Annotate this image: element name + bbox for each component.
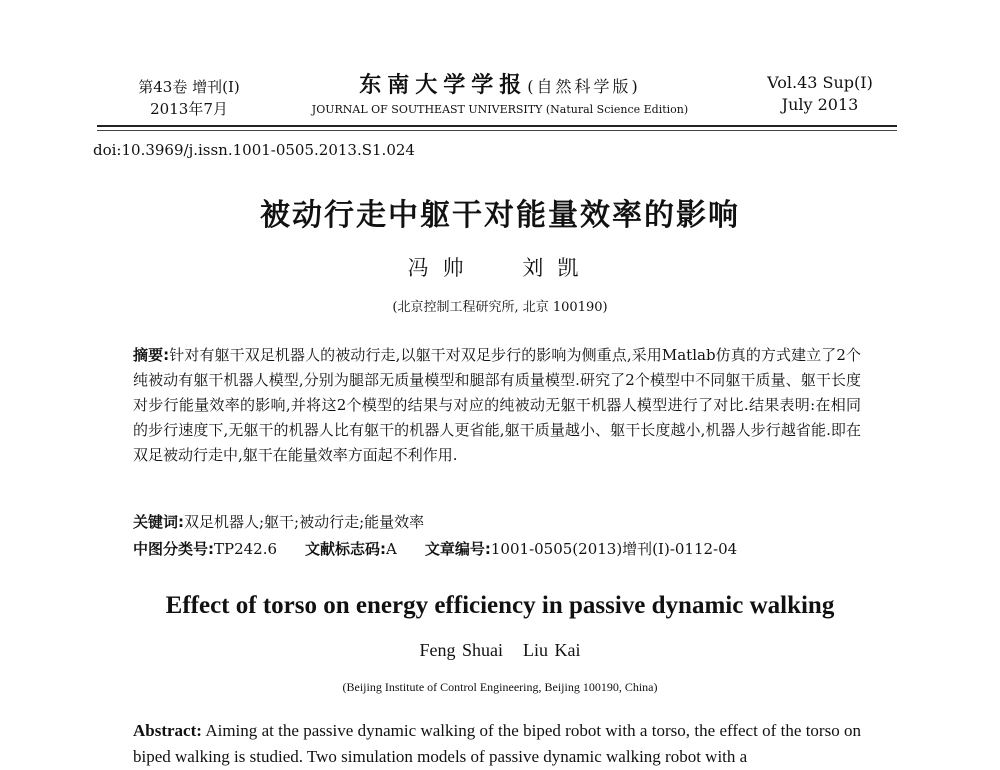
header-rule-thick [97,125,897,127]
doi: doi:10.3969/j.issn.1001-0505.2013.S1.024 [93,141,415,159]
authors-en [100,640,900,661]
title-cn: 被动行走中躯干对能量效率的影响 [260,198,740,233]
header-center [290,70,710,118]
classification-info [133,537,873,561]
header-rule-thin [97,130,897,131]
journal-name-cn [290,70,710,102]
article-no-label: 文章编号: [424,540,491,558]
clc-label: 中图分类号: [133,540,214,558]
volume-cn: 第43卷 增刊(Ⅰ) [138,78,240,96]
abstract-en-label: Abstract: [133,721,202,740]
journal-edition-cn: (自然科学版) [527,77,641,96]
abstract-cn-label: 摘要: [133,346,170,364]
keywords-label: 关键词: [133,513,184,531]
journal-name-en: JOURNAL OF SOUTHEAST UNIVERSITY (Natural Science Edition) [311,103,689,116]
author-en: Liu Kai [523,640,581,660]
abstract-en [133,718,861,770]
header-right [745,72,895,116]
article-no-value: 1001-0505(2013)增刊(Ⅰ)-0112-04 [490,540,738,558]
abstract-cn-text: 针对有躯干双足机器人的被动行走,以躯干对双足步行的影响为侧重点,采用Matlab仿真的方式建立了2个纯被动有躯干机器人模型,分别为腿部无质量模型和腿部有质量模型.研究了2个模型中不同躯干质量、躯干长度对步行能量效率的影响,并将这2个模型的结果与对应的纯被动无躯干机器人模型进行了对比.结果表明:在相同的步行速度下,无躯干的机器人比有躯干的机器人更省能,躯干质量越小、躯干长度越小,机器人步行越省能.即在双足被动行走中,躯干在能量效率方面起不利作用. [133,346,861,464]
abstract-cn [133,343,861,468]
doc-code-label: 文献标志码: [305,540,387,558]
author-en: Feng Shuai [419,640,503,660]
affiliation-cn: (北京控制工程研究所, 北京 100190) [392,300,608,315]
affiliation-en: (Beijing Institute of Control Engineering, Beijing 100190, China) [342,680,658,694]
clc-value: TP242.6 [214,540,278,558]
keywords-text: 双足机器人;躯干;被动行走;能量效率 [184,513,425,531]
date-cn: 2013年7月 [150,100,228,118]
header-left [104,76,274,120]
volume-en: Vol.43 Sup(Ⅰ) [767,73,873,92]
abstract-en-text: Aiming at the passive dynamic walking of the biped robot with a torso, the effect of the torso on biped walking is studied. Two simulation models of passive dynamic walking robot with a [133,721,862,766]
title-en: Effect of torso on energy efficiency in passive dynamic walking [165,592,835,619]
keywords-cn [133,510,861,534]
journal-title-cn: 东南大学学报 [359,72,528,98]
date-en: July 2013 [781,95,859,114]
authors-cn: 冯帅 刘凯 [407,256,593,280]
doc-code-value: A [386,540,397,558]
